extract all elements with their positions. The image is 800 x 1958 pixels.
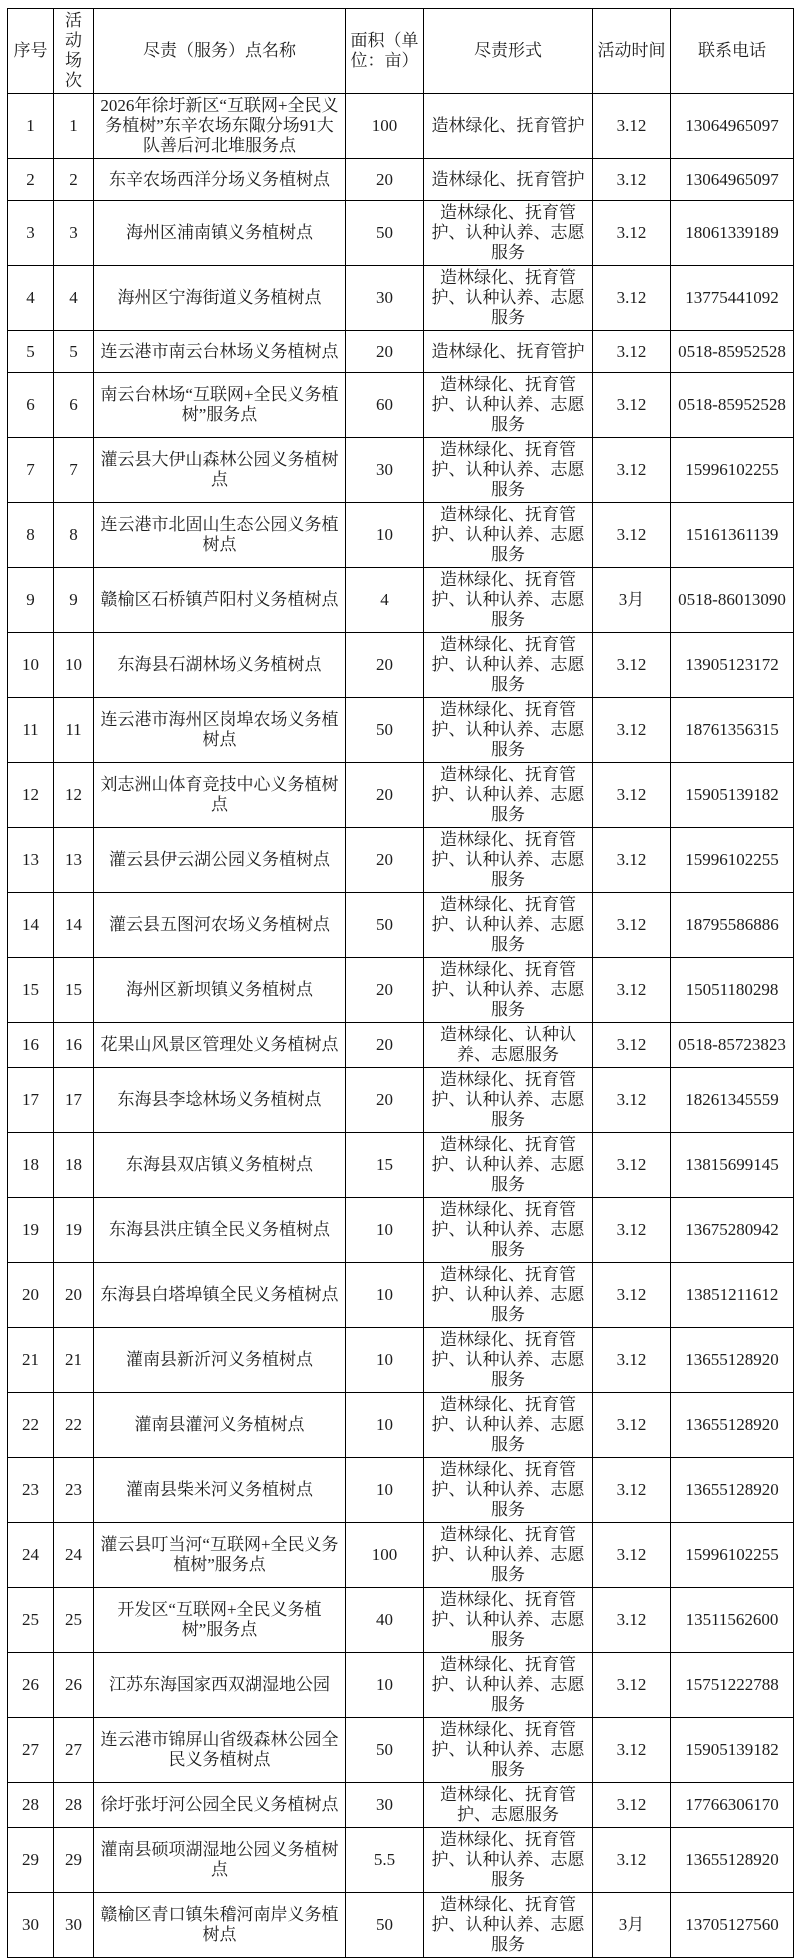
cell-session: 28 <box>54 1783 94 1828</box>
cell-duty-form: 造林绿化、抚育管护、认种认养、志愿服务 <box>424 503 593 568</box>
cell-site-name: 海州区浦南镇义务植树点 <box>94 201 346 266</box>
cell-site-name: 连云港市南云台林场义务植树点 <box>94 331 346 373</box>
cell-duty-form: 造林绿化、抚育管护 <box>424 159 593 201</box>
cell-duty-form: 造林绿化、抚育管护、认种认养、志愿服务 <box>424 1393 593 1458</box>
table-row <box>8 159 794 201</box>
cell-serial-number: 6 <box>8 373 54 438</box>
cell-session: 3 <box>54 201 94 266</box>
cell-serial-number: 8 <box>8 503 54 568</box>
cell-site-name: 灌南县新沂河义务植树点 <box>94 1328 346 1393</box>
cell-session: 30 <box>54 1893 94 1958</box>
cell-area: 50 <box>346 1718 424 1783</box>
cell-duty-form: 造林绿化、抚育管护、认种认养、志愿服务 <box>424 438 593 503</box>
cell-duty-form: 造林绿化、抚育管护、认种认养、志愿服务 <box>424 1068 593 1133</box>
cell-serial-number: 18 <box>8 1133 54 1198</box>
table-row <box>8 1588 794 1653</box>
cell-contact-phone: 15996102255 <box>671 438 794 503</box>
cell-contact-phone: 18795586886 <box>671 893 794 958</box>
table-row <box>8 266 794 331</box>
cell-duty-form: 造林绿化、抚育管护、认种认养、志愿服务 <box>424 1653 593 1718</box>
cell-activity-time: 3.12 <box>593 94 671 159</box>
cell-serial-number: 12 <box>8 763 54 828</box>
cell-duty-form: 造林绿化、抚育管护、认种认养、志愿服务 <box>424 633 593 698</box>
cell-contact-phone: 13851211612 <box>671 1263 794 1328</box>
cell-duty-form: 造林绿化、抚育管护、认种认养、志愿服务 <box>424 201 593 266</box>
cell-activity-time: 3.12 <box>593 201 671 266</box>
cell-serial-number: 28 <box>8 1783 54 1828</box>
cell-contact-phone: 13511562600 <box>671 1588 794 1653</box>
cell-contact-phone: 15905139182 <box>671 763 794 828</box>
cell-area: 20 <box>346 828 424 893</box>
cell-activity-time: 3.12 <box>593 159 671 201</box>
cell-serial-number: 20 <box>8 1263 54 1328</box>
cell-duty-form: 造林绿化、抚育管护、认种认养、志愿服务 <box>424 958 593 1023</box>
cell-session: 12 <box>54 763 94 828</box>
cell-contact-phone: 18061339189 <box>671 201 794 266</box>
cell-area: 50 <box>346 698 424 763</box>
table-row <box>8 568 794 633</box>
table-row <box>8 1893 794 1958</box>
cell-serial-number: 21 <box>8 1328 54 1393</box>
cell-activity-time: 3.12 <box>593 373 671 438</box>
table-row <box>8 958 794 1023</box>
cell-duty-form: 造林绿化、抚育管护、认种认养、志愿服务 <box>424 698 593 763</box>
cell-duty-form: 造林绿化、抚育管护、认种认养、志愿服务 <box>424 828 593 893</box>
cell-area: 20 <box>346 1023 424 1068</box>
cell-contact-phone: 18261345559 <box>671 1068 794 1133</box>
cell-activity-time: 3.12 <box>593 1263 671 1328</box>
table-row <box>8 1263 794 1328</box>
table-row <box>8 698 794 763</box>
cell-contact-phone: 0518-85952528 <box>671 373 794 438</box>
cell-session: 21 <box>54 1328 94 1393</box>
table-row <box>8 1068 794 1133</box>
cell-area: 50 <box>346 1893 424 1958</box>
cell-duty-form: 造林绿化、抚育管护、认种认养、志愿服务 <box>424 373 593 438</box>
cell-session: 17 <box>54 1068 94 1133</box>
cell-site-name: 南云台林场“互联网+全民义务植树”服务点 <box>94 373 346 438</box>
cell-site-name: 海州区宁海街道义务植树点 <box>94 266 346 331</box>
cell-area: 30 <box>346 266 424 331</box>
cell-contact-phone: 0518-85723823 <box>671 1023 794 1068</box>
cell-session: 11 <box>54 698 94 763</box>
table-row <box>8 438 794 503</box>
cell-duty-form: 造林绿化、抚育管护 <box>424 94 593 159</box>
table-row <box>8 201 794 266</box>
cell-area: 5.5 <box>346 1828 424 1893</box>
cell-activity-time: 3月 <box>593 568 671 633</box>
table-row <box>8 1198 794 1263</box>
cell-duty-form: 造林绿化、抚育管护、认种认养、志愿服务 <box>424 893 593 958</box>
cell-session: 26 <box>54 1653 94 1718</box>
cell-serial-number: 4 <box>8 266 54 331</box>
cell-session: 16 <box>54 1023 94 1068</box>
cell-site-name: 东海县石湖林场义务植树点 <box>94 633 346 698</box>
cell-activity-time: 3.12 <box>593 1523 671 1588</box>
cell-site-name: 东辛农场西洋分场义务植树点 <box>94 159 346 201</box>
cell-site-name: 赣榆区石桥镇芦阳村义务植树点 <box>94 568 346 633</box>
cell-site-name: 刘志洲山体育竞技中心义务植树点 <box>94 763 346 828</box>
cell-serial-number: 11 <box>8 698 54 763</box>
cell-serial-number: 9 <box>8 568 54 633</box>
cell-contact-phone: 15751222788 <box>671 1653 794 1718</box>
cell-session: 25 <box>54 1588 94 1653</box>
cell-contact-phone: 18761356315 <box>671 698 794 763</box>
cell-serial-number: 29 <box>8 1828 54 1893</box>
cell-area: 20 <box>346 1068 424 1133</box>
cell-activity-time: 3.12 <box>593 958 671 1023</box>
cell-duty-form: 造林绿化、认种认养、志愿服务 <box>424 1023 593 1068</box>
cell-site-name: 连云港市海州区岗埠农场义务植树点 <box>94 698 346 763</box>
cell-serial-number: 10 <box>8 633 54 698</box>
cell-area: 10 <box>346 1198 424 1263</box>
cell-session: 13 <box>54 828 94 893</box>
cell-serial-number: 17 <box>8 1068 54 1133</box>
cell-contact-phone: 15905139182 <box>671 1718 794 1783</box>
cell-activity-time: 3.12 <box>593 1023 671 1068</box>
cell-duty-form: 造林绿化、抚育管护、认种认养、志愿服务 <box>424 1263 593 1328</box>
cell-session: 18 <box>54 1133 94 1198</box>
cell-serial-number: 7 <box>8 438 54 503</box>
table-row <box>8 1458 794 1523</box>
table-body <box>8 94 794 1958</box>
cell-activity-time: 3.12 <box>593 698 671 763</box>
table-row <box>8 503 794 568</box>
cell-duty-form: 造林绿化、抚育管护、认种认养、志愿服务 <box>424 266 593 331</box>
cell-activity-time: 3.12 <box>593 438 671 503</box>
cell-serial-number: 26 <box>8 1653 54 1718</box>
cell-site-name: 连云港市锦屏山省级森林公园全民义务植树点 <box>94 1718 346 1783</box>
cell-session: 7 <box>54 438 94 503</box>
cell-activity-time: 3.12 <box>593 1828 671 1893</box>
cell-contact-phone: 13655128920 <box>671 1393 794 1458</box>
cell-session: 14 <box>54 893 94 958</box>
cell-serial-number: 15 <box>8 958 54 1023</box>
table-row <box>8 1523 794 1588</box>
cell-site-name: 东海县双店镇义务植树点 <box>94 1133 346 1198</box>
cell-area: 60 <box>346 373 424 438</box>
cell-contact-phone: 13655128920 <box>671 1458 794 1523</box>
cell-area: 50 <box>346 893 424 958</box>
cell-area: 100 <box>346 1523 424 1588</box>
cell-activity-time: 3.12 <box>593 331 671 373</box>
cell-site-name: 灌云县叮当河“互联网+全民义务植树”服务点 <box>94 1523 346 1588</box>
header-duty-form: 尽责形式 <box>424 9 593 94</box>
cell-session: 24 <box>54 1523 94 1588</box>
header-site-name: 尽责（服务）点名称 <box>94 9 346 94</box>
cell-contact-phone: 15051180298 <box>671 958 794 1023</box>
cell-contact-phone: 13905123172 <box>671 633 794 698</box>
cell-serial-number: 1 <box>8 94 54 159</box>
cell-serial-number: 14 <box>8 893 54 958</box>
cell-site-name: 江苏东海国家西双湖湿地公园 <box>94 1653 346 1718</box>
table-row <box>8 828 794 893</box>
cell-contact-phone: 0518-86013090 <box>671 568 794 633</box>
header-activity-time: 活动时间 <box>593 9 671 94</box>
cell-activity-time: 3.12 <box>593 1588 671 1653</box>
cell-activity-time: 3.12 <box>593 1068 671 1133</box>
cell-session: 29 <box>54 1828 94 1893</box>
cell-contact-phone: 15996102255 <box>671 828 794 893</box>
cell-contact-phone: 15161361139 <box>671 503 794 568</box>
table-row <box>8 763 794 828</box>
cell-contact-phone: 0518-85952528 <box>671 331 794 373</box>
cell-area: 15 <box>346 1133 424 1198</box>
cell-session: 10 <box>54 633 94 698</box>
cell-session: 20 <box>54 1263 94 1328</box>
cell-site-name: 灌云县五图河农场义务植树点 <box>94 893 346 958</box>
cell-duty-form: 造林绿化、抚育管护、认种认养、志愿服务 <box>424 1198 593 1263</box>
cell-duty-form: 造林绿化、抚育管护、认种认养、志愿服务 <box>424 1523 593 1588</box>
cell-duty-form: 造林绿化、抚育管护、认种认养、志愿服务 <box>424 1718 593 1783</box>
cell-site-name: 海州区新坝镇义务植树点 <box>94 958 346 1023</box>
header-session: 活动场次 <box>54 9 94 94</box>
cell-duty-form: 造林绿化、抚育管护、认种认养、志愿服务 <box>424 1328 593 1393</box>
cell-area: 4 <box>346 568 424 633</box>
cell-activity-time: 3月 <box>593 1893 671 1958</box>
cell-contact-phone: 13775441092 <box>671 266 794 331</box>
cell-site-name: 灌南县柴米河义务植树点 <box>94 1458 346 1523</box>
table-header-row <box>8 9 794 94</box>
cell-session: 22 <box>54 1393 94 1458</box>
cell-duty-form: 造林绿化、抚育管护、认种认养、志愿服务 <box>424 1458 593 1523</box>
cell-contact-phone: 13655128920 <box>671 1828 794 1893</box>
table-row <box>8 1023 794 1068</box>
cell-area: 10 <box>346 1458 424 1523</box>
cell-site-name: 灌南县灌河义务植树点 <box>94 1393 346 1458</box>
cell-duty-form: 造林绿化、抚育管护 <box>424 331 593 373</box>
cell-area: 40 <box>346 1588 424 1653</box>
cell-duty-form: 造林绿化、抚育管护、志愿服务 <box>424 1783 593 1828</box>
table-row <box>8 1783 794 1828</box>
cell-duty-form: 造林绿化、抚育管护、认种认养、志愿服务 <box>424 1133 593 1198</box>
cell-serial-number: 24 <box>8 1523 54 1588</box>
cell-activity-time: 3.12 <box>593 1783 671 1828</box>
cell-contact-phone: 13064965097 <box>671 94 794 159</box>
table-row <box>8 1393 794 1458</box>
cell-session: 2 <box>54 159 94 201</box>
cell-session: 19 <box>54 1198 94 1263</box>
cell-serial-number: 16 <box>8 1023 54 1068</box>
cell-contact-phone: 13655128920 <box>671 1328 794 1393</box>
cell-duty-form: 造林绿化、抚育管护、认种认养、志愿服务 <box>424 763 593 828</box>
cell-serial-number: 3 <box>8 201 54 266</box>
cell-session: 5 <box>54 331 94 373</box>
table-row <box>8 1328 794 1393</box>
cell-activity-time: 3.12 <box>593 1393 671 1458</box>
cell-serial-number: 23 <box>8 1458 54 1523</box>
cell-area: 10 <box>346 1653 424 1718</box>
cell-contact-phone: 13064965097 <box>671 159 794 201</box>
cell-site-name: 灌南县硕项湖湿地公园义务植树点 <box>94 1828 346 1893</box>
duty-points-table <box>7 8 794 1958</box>
cell-session: 15 <box>54 958 94 1023</box>
cell-serial-number: 5 <box>8 331 54 373</box>
cell-area: 10 <box>346 503 424 568</box>
cell-duty-form: 造林绿化、抚育管护、认种认养、志愿服务 <box>424 568 593 633</box>
cell-site-name: 东海县李埝林场义务植树点 <box>94 1068 346 1133</box>
cell-area: 20 <box>346 633 424 698</box>
header-contact-phone: 联系电话 <box>671 9 794 94</box>
table-row <box>8 331 794 373</box>
cell-contact-phone: 13705127560 <box>671 1893 794 1958</box>
cell-site-name: 东海县白塔埠镇全民义务植树点 <box>94 1263 346 1328</box>
cell-activity-time: 3.12 <box>593 1653 671 1718</box>
cell-session: 8 <box>54 503 94 568</box>
cell-session: 23 <box>54 1458 94 1523</box>
cell-site-name: 2026年徐圩新区“互联网+全民义务植树”东辛农场东陬分场91大队善后河北堆服务点 <box>94 94 346 159</box>
cell-site-name: 开发区“互联网+全民义务植树”服务点 <box>94 1588 346 1653</box>
cell-area: 30 <box>346 438 424 503</box>
cell-serial-number: 19 <box>8 1198 54 1263</box>
cell-session: 27 <box>54 1718 94 1783</box>
cell-serial-number: 22 <box>8 1393 54 1458</box>
cell-area: 10 <box>346 1328 424 1393</box>
cell-activity-time: 3.12 <box>593 1198 671 1263</box>
cell-activity-time: 3.12 <box>593 1718 671 1783</box>
cell-session: 6 <box>54 373 94 438</box>
cell-contact-phone: 13675280942 <box>671 1198 794 1263</box>
cell-site-name: 连云港市北固山生态公园义务植树点 <box>94 503 346 568</box>
cell-duty-form: 造林绿化、抚育管护、认种认养、志愿服务 <box>424 1588 593 1653</box>
cell-site-name: 赣榆区青口镇朱稽河南岸义务植树点 <box>94 1893 346 1958</box>
cell-area: 20 <box>346 763 424 828</box>
cell-site-name: 东海县洪庄镇全民义务植树点 <box>94 1198 346 1263</box>
cell-area: 20 <box>346 331 424 373</box>
cell-serial-number: 2 <box>8 159 54 201</box>
cell-contact-phone: 15996102255 <box>671 1523 794 1588</box>
cell-area: 10 <box>346 1263 424 1328</box>
cell-duty-form: 造林绿化、抚育管护、认种认养、志愿服务 <box>424 1828 593 1893</box>
header-serial-number: 序号 <box>8 9 54 94</box>
cell-session: 9 <box>54 568 94 633</box>
cell-activity-time: 3.12 <box>593 633 671 698</box>
cell-serial-number: 25 <box>8 1588 54 1653</box>
cell-session: 4 <box>54 266 94 331</box>
cell-site-name: 灌云县大伊山森林公园义务植树点 <box>94 438 346 503</box>
cell-contact-phone: 17766306170 <box>671 1783 794 1828</box>
cell-activity-time: 3.12 <box>593 763 671 828</box>
table-row <box>8 633 794 698</box>
cell-site-name: 灌云县伊云湖公园义务植树点 <box>94 828 346 893</box>
cell-area: 30 <box>346 1783 424 1828</box>
cell-serial-number: 27 <box>8 1718 54 1783</box>
cell-activity-time: 3.12 <box>593 266 671 331</box>
table-row <box>8 1133 794 1198</box>
cell-activity-time: 3.12 <box>593 1458 671 1523</box>
cell-activity-time: 3.12 <box>593 828 671 893</box>
cell-site-name: 花果山风景区管理处义务植树点 <box>94 1023 346 1068</box>
table-row <box>8 1718 794 1783</box>
table-row <box>8 893 794 958</box>
cell-site-name: 徐圩张圩河公园全民义务植树点 <box>94 1783 346 1828</box>
cell-area: 20 <box>346 958 424 1023</box>
cell-area: 100 <box>346 94 424 159</box>
cell-session: 1 <box>54 94 94 159</box>
cell-activity-time: 3.12 <box>593 893 671 958</box>
cell-serial-number: 30 <box>8 1893 54 1958</box>
cell-contact-phone: 13815699145 <box>671 1133 794 1198</box>
cell-activity-time: 3.12 <box>593 1133 671 1198</box>
table-row <box>8 1828 794 1893</box>
cell-activity-time: 3.12 <box>593 1328 671 1393</box>
cell-serial-number: 13 <box>8 828 54 893</box>
cell-duty-form: 造林绿化、抚育管护、认种认养、志愿服务 <box>424 1893 593 1958</box>
header-area: 面积（单位：亩） <box>346 9 424 94</box>
cell-area: 50 <box>346 201 424 266</box>
cell-area: 10 <box>346 1393 424 1458</box>
cell-activity-time: 3.12 <box>593 503 671 568</box>
table-row <box>8 94 794 159</box>
table-row <box>8 1653 794 1718</box>
cell-area: 20 <box>346 159 424 201</box>
table-row <box>8 373 794 438</box>
